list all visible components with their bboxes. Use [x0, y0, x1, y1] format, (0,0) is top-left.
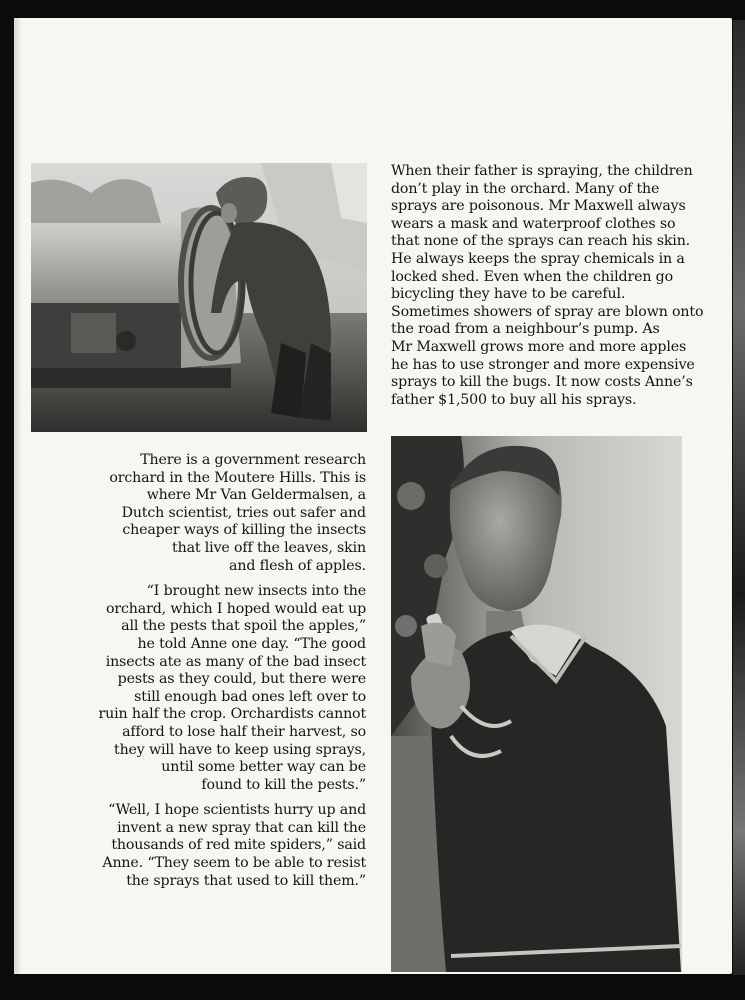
text-line: Sometimes showers of spray are blown onto	[391, 303, 704, 320]
text-line: that none of the sprays can reach his skin.	[391, 233, 691, 250]
text-line: where Mr Van Geldermalsen, a	[146, 487, 366, 504]
text-line: wears a mask and waterproof clothes so	[391, 215, 676, 232]
text-line: There is a government research	[140, 452, 366, 468]
text-line: When their father is spraying, the children	[391, 163, 693, 179]
left-column-text	[40, 452, 366, 898]
sprayer-photo	[31, 163, 367, 432]
text-line: he has to use stronger and more expensive	[391, 356, 695, 373]
page-spine-shadow	[14, 18, 22, 974]
text-line: still enough bad ones left over to	[134, 688, 366, 705]
text-line: He always keeps the spray chemicals in a	[391, 250, 685, 267]
text-line: pests as they could, but there were	[117, 671, 366, 688]
right-column-text	[391, 163, 704, 409]
text-line: sprays are poisonous. Mr Maxwell always	[391, 198, 686, 215]
text-line: the sprays that used to kill them.”	[126, 872, 366, 889]
text-line: locked shed. Even when the children go	[391, 268, 673, 285]
text-line: insects ate as many of the bad insect	[105, 653, 366, 670]
text-line: orchard in the Moutere Hills. This is	[109, 469, 366, 486]
text-line: found to kill the pests.”	[201, 776, 366, 793]
paragraph-anne-reply	[40, 802, 366, 890]
text-line: all the pests that spoil the apples,”	[121, 618, 366, 635]
text-line: don’t play in the orchard. Many of the	[391, 180, 660, 197]
text-line: Anne. “They seem to be able to resist	[102, 855, 366, 872]
text-line: ruin half the crop. Orchardists cannot	[98, 706, 366, 723]
paragraph-research-orchard	[40, 452, 366, 575]
text-line: “I brought new insects into the	[146, 583, 366, 600]
text-line: he told Anne one day. “The good	[137, 635, 366, 652]
text-line: and flesh of apples.	[229, 557, 366, 574]
adjacent-page-edge	[733, 20, 745, 975]
text-line: cheaper ways of killing the insects	[122, 522, 366, 539]
text-line: the road from a neighbour’s pump. As	[391, 321, 660, 338]
text-line: they will have to keep using sprays,	[114, 741, 366, 758]
text-line: invent a new spray that can kill the	[117, 819, 366, 836]
text-line: “Well, I hope scientists hurry up and	[108, 802, 366, 819]
text-line: sprays to kill the bugs. It now costs Anne’s	[391, 374, 693, 391]
text-line: Mr Maxwell grows more and more apples	[391, 338, 687, 355]
paragraph-quote-insects	[40, 583, 366, 794]
scientist-photo	[391, 436, 682, 972]
text-line: father $1,500 to buy all his sprays.	[391, 391, 637, 408]
text-line: until some better way can be	[161, 759, 366, 776]
text-line: thousands of red mite spiders,” said	[111, 837, 366, 854]
text-line: Dutch scientist, tries out safer and	[121, 504, 366, 521]
text-line: bicycling they have to be careful.	[391, 286, 626, 303]
text-line: that live off the leaves, skin	[172, 539, 366, 556]
text-line: afford to lose half their harvest, so	[122, 723, 366, 740]
text-line: orchard, which I hoped would eat up	[105, 600, 366, 617]
